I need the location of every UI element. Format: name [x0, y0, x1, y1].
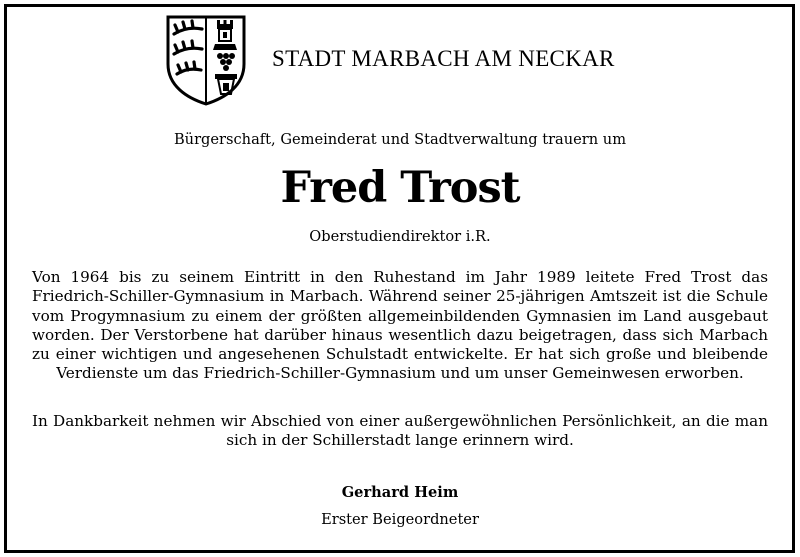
body-paragraph: Von 1964 bis zu seinem Eintritt in den Ruhestand im Jahr 1989 leitete Fred Trost das Friedrich-Schiller-Gymnasium in Marbach. Während seiner 25-jährigen Amtszeit ist die Schule vom Progymnasium zu einem der größten allgemeinbildenden Gymnasien im Land ausgebaut worden. Der Verstorbene hat darüber hinaus wesentlich dazu beigetragen, dass sich Marbach zu einer wichtigen und angesehenen Schulstadt entwickelte. Er hat sich große und bleibende Verdienste um das Friedrich-Schiller-Gymnasium und um unser Gemeinwesen erworben.	[32, 268, 768, 383]
city-name: STADT MARBACH AM NECKAR	[272, 46, 615, 71]
mourners-line: Bürgerschaft, Gemeinderat und Stadtverwaltung trauern um	[173, 131, 627, 148]
deceased-name: Fred Trost	[280, 163, 520, 213]
signer-role: Erster Beigeordneter	[321, 511, 479, 528]
closing-paragraph: In Dankbarkeit nehmen wir Abschied von einer außergewöhnlichen Persönlichkeit, an die man sich in der Schillerstadt lange erinnern wird.	[32, 412, 768, 450]
signer-name: Gerhard Heim	[341, 484, 459, 501]
deceased-title: Oberstudiendirektor i.R.	[309, 228, 491, 245]
coat-of-arms-icon	[165, 14, 247, 106]
